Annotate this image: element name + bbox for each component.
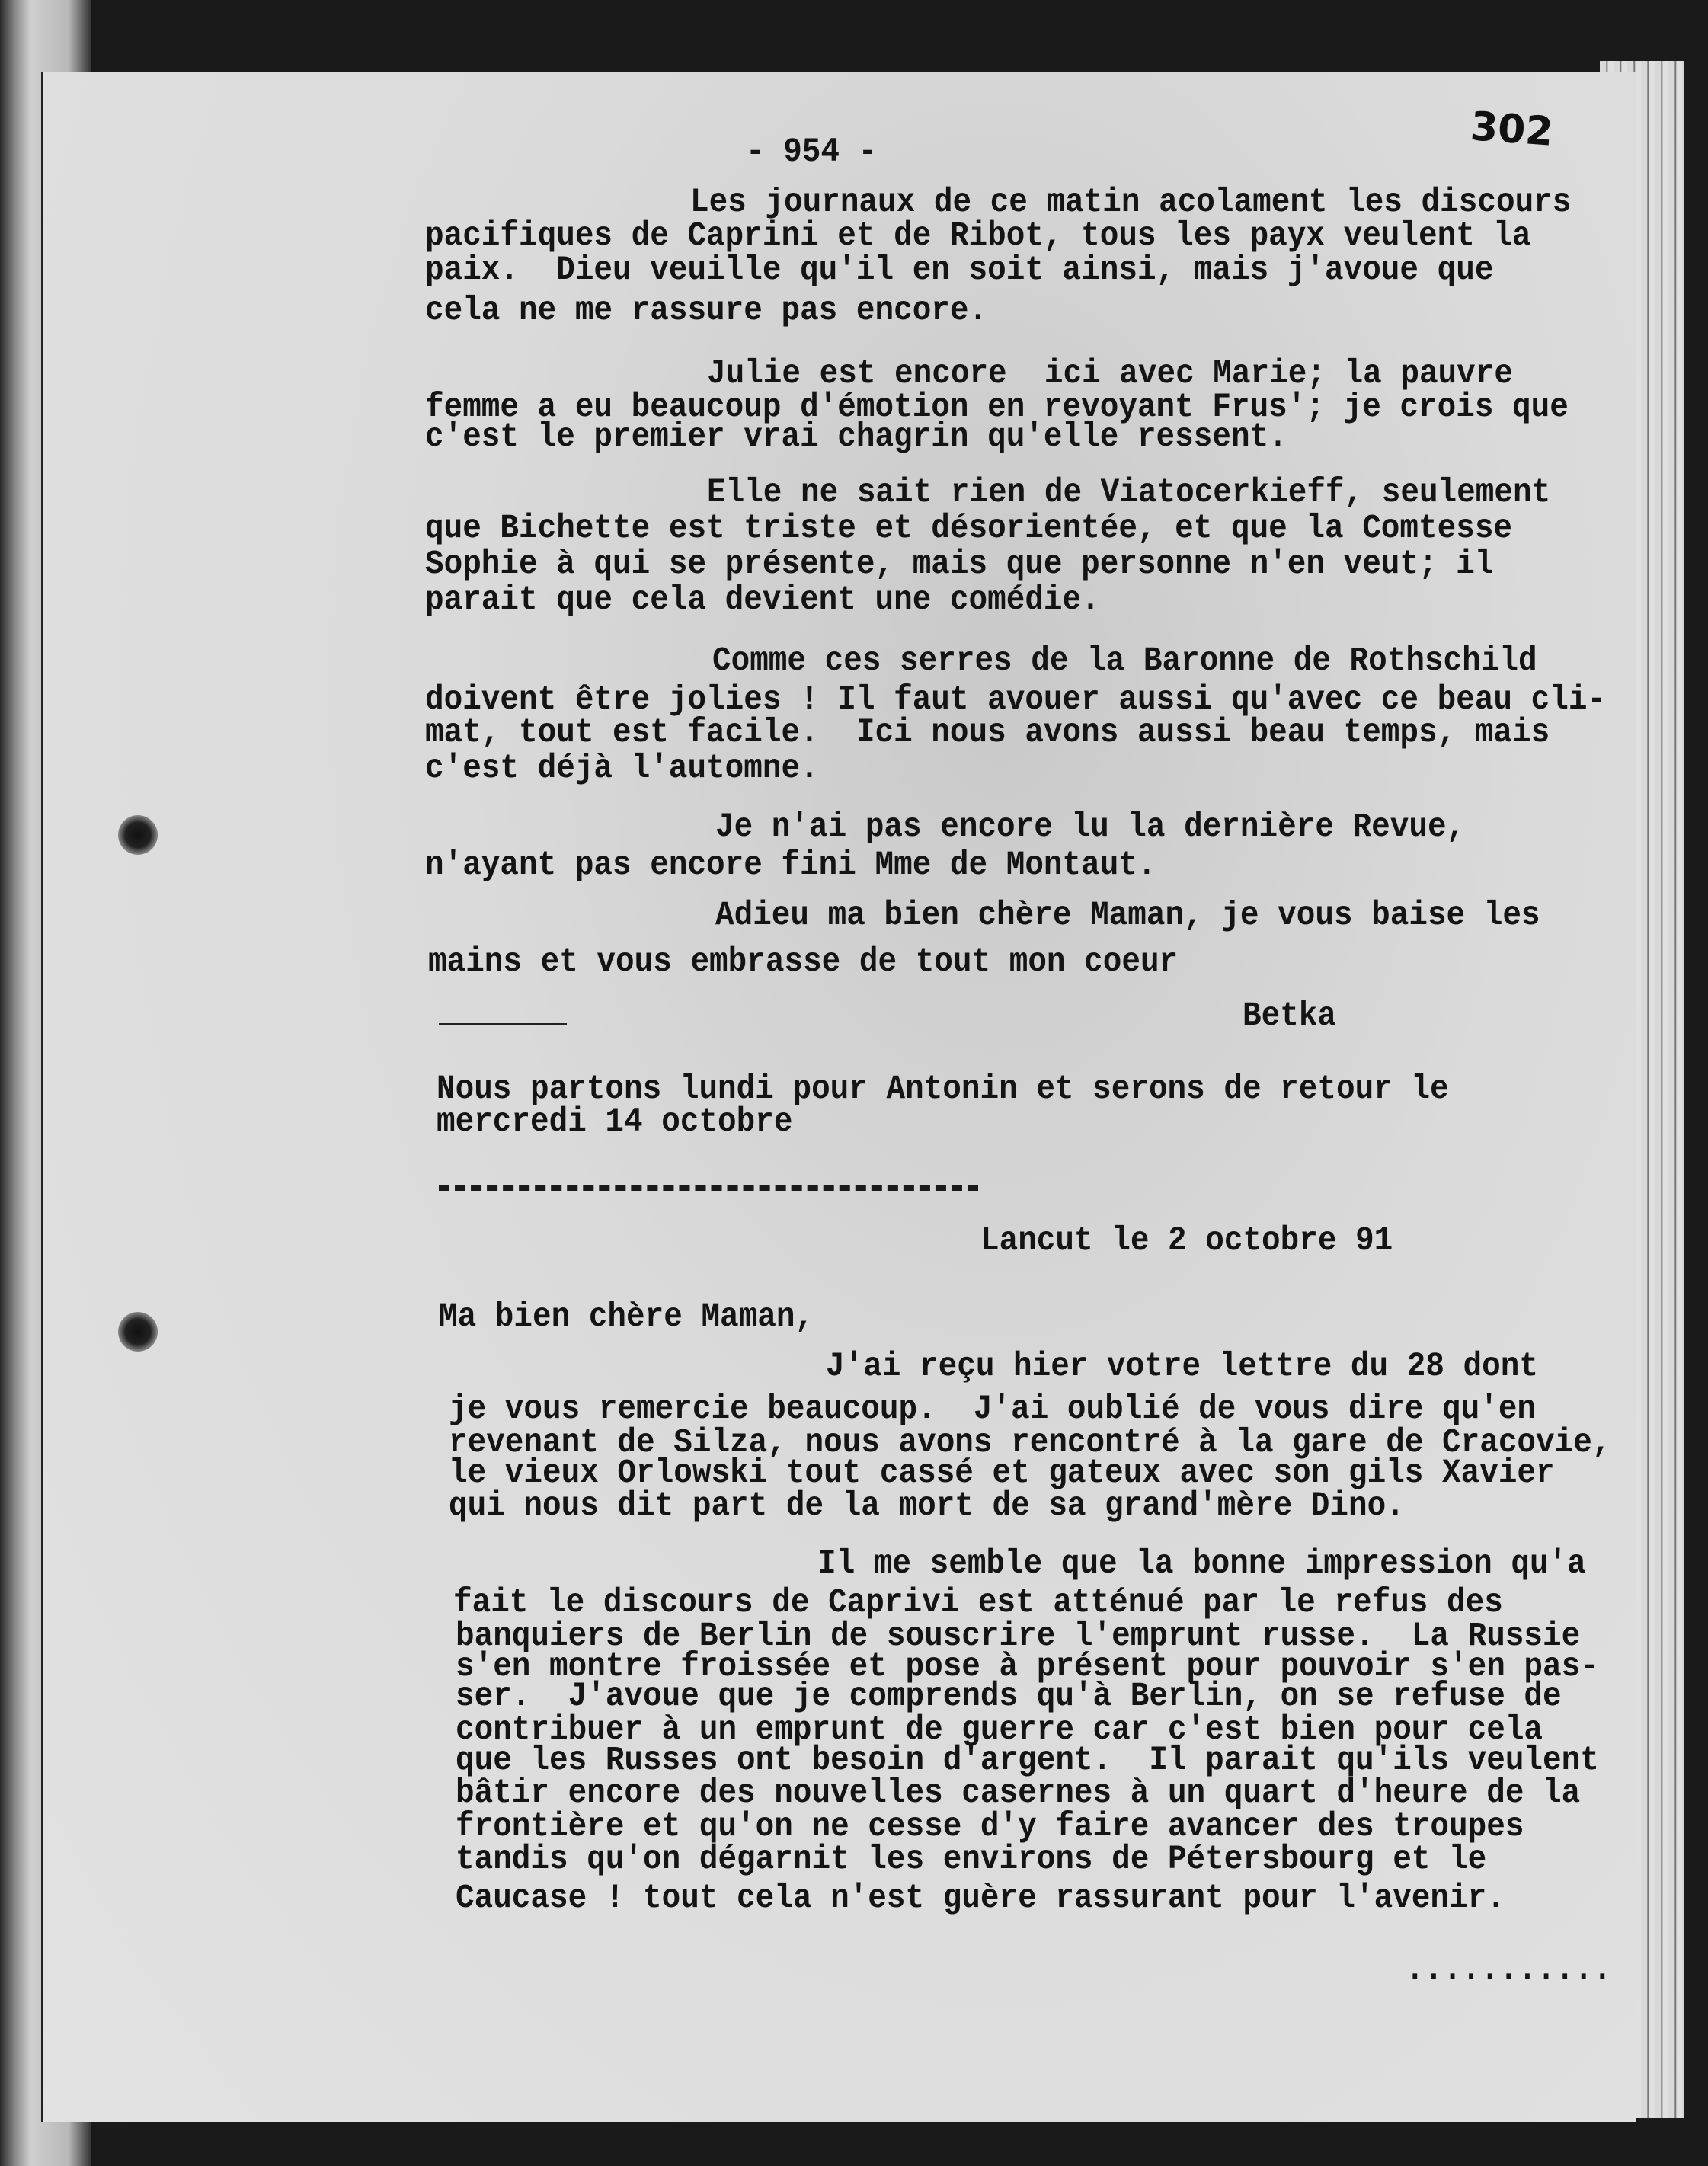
continuation-dots: ........... <box>1406 1951 1612 1989</box>
text-line: le vieux Orlowski tout cassé et gateux avec son gils Xavier <box>449 1454 1555 1493</box>
signature-rule <box>439 1023 567 1025</box>
text-line: Julie est encore ici avec Marie; la pauvre <box>707 355 1513 393</box>
text-line: frontière et qu'on ne cesse d'y faire avancer des troupes <box>456 1808 1524 1846</box>
text-line: que les Russes ont besoin d'argent. Il parait qu'ils veulent <box>456 1742 1599 1780</box>
text-line: revenant de Silza, nous avons rencontré à la gare de Cracovie, <box>449 1424 1611 1462</box>
text-line: c'est déjà l'automne. <box>425 750 819 788</box>
text-line: mat, tout est facile. Ici nous avons aussi beau temps, mais <box>425 714 1550 752</box>
text-line: Je n'ai pas encore lu la dernière Revue, <box>715 808 1466 846</box>
text-line: n'ayant pas encore fini Mme de Montaut. <box>425 846 1156 885</box>
text-line: paix. Dieu veuille qu'il en soit ainsi, mais j'avoue que <box>425 251 1494 290</box>
text-line: Betka <box>1243 997 1337 1035</box>
text-line: parait que cela devient une comédie. <box>425 581 1100 619</box>
folio-number: 302 <box>1469 104 1555 155</box>
text-line: cela ne me rassure pas encore. <box>425 292 988 330</box>
text-line: je vous remercie beaucoup. J'ai oublié de vous dire qu'en <box>449 1390 1537 1429</box>
text-line: c'est le premier vrai chagrin qu'elle ressent. <box>425 418 1287 456</box>
text-line: s'en montre froissée et pose à présent pour pouvoir s'en pas- <box>456 1648 1599 1686</box>
text-line: pacifiques de Caprini et de Ribot, tous les payx veulent la <box>425 217 1531 255</box>
text-line: Il me semble que la bonne impression qu'a <box>817 1545 1586 1583</box>
punch-hole <box>118 1312 158 1352</box>
text-line: ser. J'avoue que je comprends qu'à Berlin, on se refuse de <box>456 1678 1562 1716</box>
text-line: Caucase ! tout cela n'est guère rassurant pour l'avenir. <box>456 1880 1505 1918</box>
text-line: bâtir encore des nouvelles casernes à un quart d'heure de la <box>456 1774 1581 1812</box>
text-line: Lancut le 2 octobre 91 <box>980 1222 1393 1260</box>
text-line: Adieu ma bien chère Maman, je vous baise les <box>715 897 1540 935</box>
text-line: mercredi 14 octobre <box>437 1103 793 1141</box>
text-line: doivent être jolies ! Il faut avouer aussi qu'avec ce beau cli- <box>425 681 1607 719</box>
text-line: contribuer à un emprunt de guerre car c'est bien pour cela <box>456 1711 1543 1749</box>
text-line: qui nous dit part de la mort de sa grand'mère Dino. <box>449 1487 1405 1525</box>
text-line: J'ai reçu hier votre lettre du 28 dont <box>826 1348 1538 1386</box>
text-line: banquiers de Berlin de souscrire l'emprunt russe. La Russie <box>456 1617 1581 1656</box>
text-line: Elle ne sait rien de Viatocerkieff, seulement <box>707 474 1551 512</box>
punch-hole <box>118 815 158 855</box>
text-line: fait le discours de Caprivi est atténué par le refus des <box>453 1584 1503 1622</box>
text-line: Comme ces serres de la Baronne de Rothschild <box>712 642 1537 680</box>
text-line: mains et vous embrasse de tout mon coeur <box>428 943 1179 981</box>
text-line: Ma bien chère Maman, <box>439 1298 814 1336</box>
text-line: que Bichette est triste et désorientée, et que la Comtesse <box>425 510 1513 548</box>
text-line: tandis qu'on dégarnit les environs de Pétersbourg et le <box>456 1841 1487 1879</box>
text-line: femme a eu beaucoup d'émotion en revoyant Frus'; je crois que <box>425 389 1569 427</box>
letter-separator <box>439 1185 978 1191</box>
text-line: Les journaux de ce matin acolament les discours <box>690 184 1572 222</box>
text-line: Nous partons lundi pour Antonin et serons de retour le <box>437 1070 1449 1109</box>
page-number: - 954 - <box>746 133 878 171</box>
text-line: Sophie à qui se présente, mais que personne n'en veut; il <box>425 545 1494 584</box>
